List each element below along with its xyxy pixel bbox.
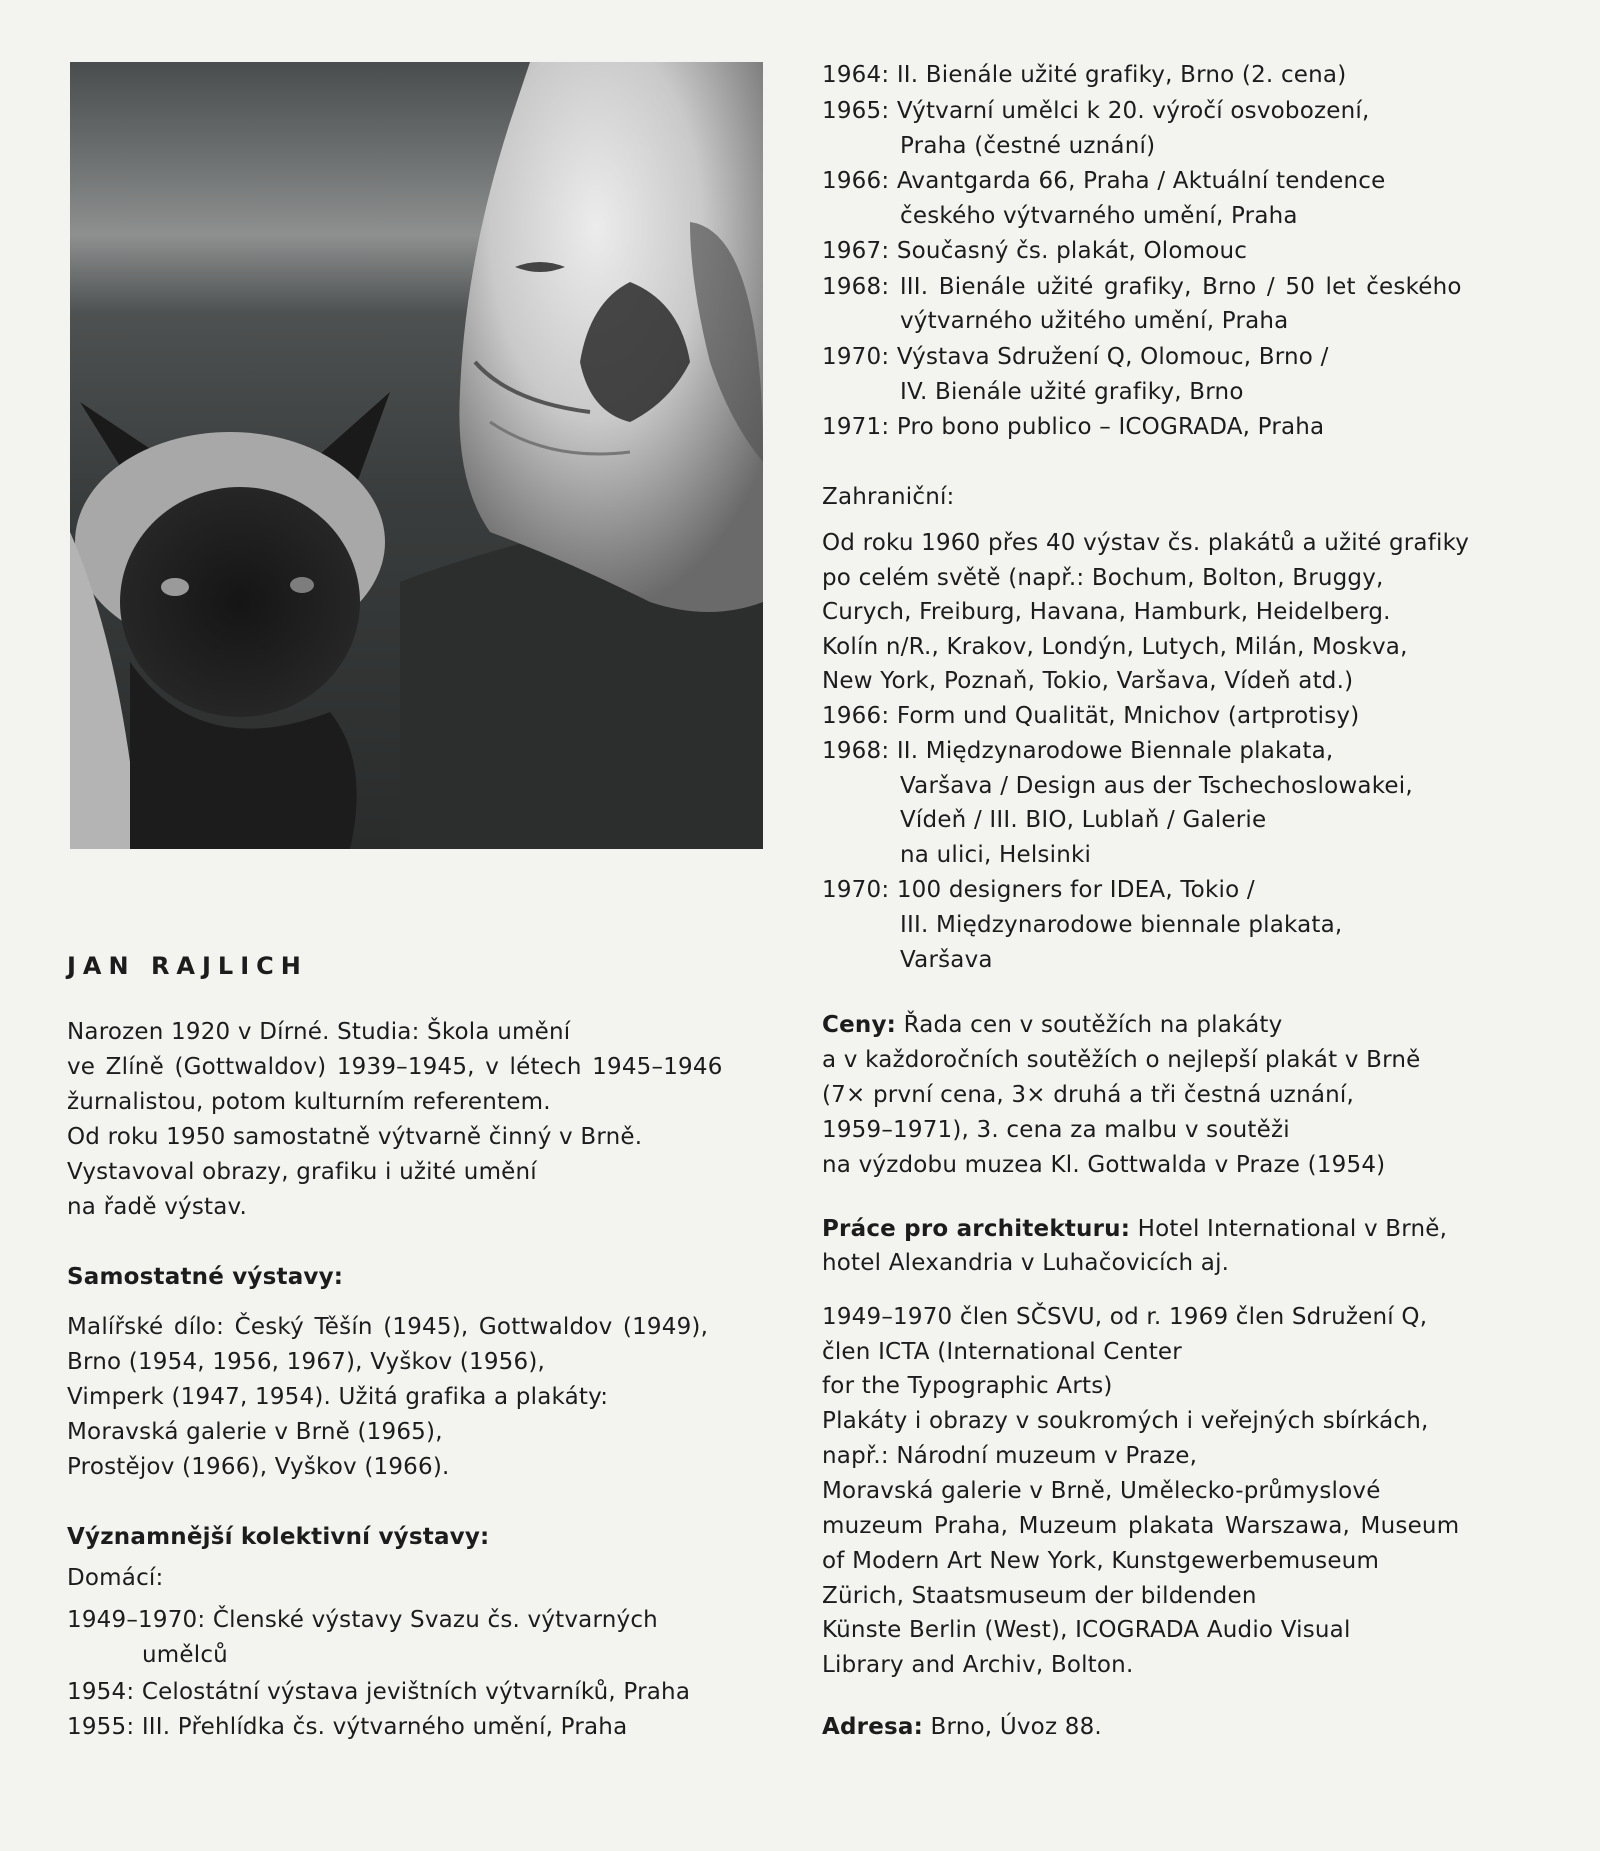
- address-line: [822, 1712, 1102, 1742]
- entry-text: III. Přehlídka čs. výtvarného umění, Praha: [141, 1714, 628, 1740]
- awards-line: (7× první cena, 3× druhá a tři čestná uznání,: [822, 1082, 1355, 1108]
- entry-text: II. Międzynarodowe Biennale plakata,: [896, 738, 1334, 764]
- exhibition-entry: [67, 1605, 658, 1635]
- entry-year: 1964:: [822, 62, 890, 88]
- entry-year: 1966:: [822, 703, 890, 729]
- membership-line: Zürich, Staatsmuseum der bildenden: [822, 1583, 1257, 1609]
- entry-text-continued: Varšava / Design aus der Tschechoslowakei,: [900, 773, 1413, 799]
- collective-exhibitions-heading: Významnější kolektivní výstavy:: [67, 1524, 490, 1550]
- entry-text: Výtvarní umělci k 20. výročí osvobození,: [896, 98, 1370, 124]
- solo-line: Brno (1954, 1956, 1967), Vyškov (1956),: [67, 1349, 545, 1375]
- bio-line: ve Zlíně (Gottwaldov) 1939–1945, v létech 1945–1946: [67, 1054, 723, 1080]
- entry-text-continued: umělců: [142, 1642, 228, 1668]
- awards-line: a v každoročních soutěžích o nejlepší plakát v Brně: [822, 1047, 1421, 1073]
- entry-text: 100 designers for IDEA, Tokio /: [896, 877, 1255, 903]
- entry-text: Členské výstavy Svazu čs. výtvarných: [212, 1607, 658, 1633]
- foreign-intro-line: po celém světě (např.: Bochum, Bolton, Bruggy,: [822, 565, 1384, 591]
- solo-line: Prostějov (1966), Vyškov (1966).: [67, 1454, 450, 1480]
- entry-text: Současný čs. plakát, Olomouc: [896, 238, 1248, 264]
- exhibition-entry: [822, 272, 1462, 302]
- entry-text: Výstava Sdružení Q, Olomouc, Brno /: [896, 344, 1329, 370]
- exhibition-entry: [822, 60, 1346, 90]
- foreign-intro-line: Od roku 1960 přes 40 výstav čs. plakátů a užité grafiky: [822, 530, 1470, 556]
- awards-label: Ceny:: [822, 1012, 897, 1038]
- exhibition-entry: [822, 701, 1359, 731]
- portrait-photo: [70, 62, 763, 849]
- bio-line: žurnalistou, potom kulturním referentem.: [67, 1089, 551, 1115]
- entry-text: Avantgarda 66, Praha / Aktuální tendence: [896, 168, 1386, 194]
- membership-line: muzeum Praha, Muzeum plakata Warszawa, Museum: [822, 1513, 1460, 1539]
- entry-text: III. Bienále užité grafiky, Brno / 50 let českého: [899, 274, 1462, 300]
- membership-line: for the Typographic Arts): [822, 1373, 1113, 1399]
- entry-year: 1949–1970:: [67, 1607, 206, 1633]
- entry-text: Celostátní výstava jevištních výtvarníků, Praha: [141, 1679, 691, 1705]
- entry-year: 1955:: [67, 1714, 135, 1740]
- bio-line: na řadě výstav.: [67, 1194, 248, 1220]
- exhibition-entry: [67, 1712, 627, 1742]
- entry-year: 1970:: [822, 344, 890, 370]
- architecture-line: hotel Alexandria v Luhačovicích aj.: [822, 1250, 1230, 1276]
- address-value: Brno, Úvoz 88.: [930, 1714, 1102, 1740]
- foreign-intro-line: Curych, Freiburg, Havana, Hamburk, Heidelberg.: [822, 599, 1391, 625]
- solo-exhibitions-heading: Samostatné výstavy:: [67, 1264, 344, 1290]
- architecture-line: [822, 1214, 1447, 1244]
- exhibition-entry: [822, 342, 1329, 372]
- awards-line: 1959–1971), 3. cena za malbu v soutěži: [822, 1117, 1290, 1143]
- entry-year: 1954:: [67, 1679, 135, 1705]
- domestic-label: Domácí:: [67, 1565, 164, 1591]
- entry-text-continued: Vídeň / III. BIO, Lublaň / Galerie: [900, 807, 1267, 833]
- membership-line: člen ICTA (International Center: [822, 1339, 1182, 1365]
- entry-text-continued: Varšava: [900, 947, 993, 973]
- exhibition-entry: [822, 736, 1333, 766]
- solo-line: Moravská galerie v Brně (1965),: [67, 1419, 443, 1445]
- membership-line: např.: Národní muzeum v Praze,: [822, 1443, 1198, 1469]
- entry-text: Form und Qualität, Mnichov (artprotisy): [896, 703, 1360, 729]
- architecture-label: Práce pro architekturu:: [822, 1216, 1131, 1242]
- membership-line: Moravská galerie v Brně, Umělecko-průmyslové: [822, 1478, 1381, 1504]
- artist-name: JAN RAJLICH: [67, 952, 308, 980]
- entry-text-continued: výtvarného užitého umění, Praha: [900, 308, 1289, 334]
- exhibition-entry: [822, 875, 1255, 905]
- foreign-label: Zahraniční:: [822, 484, 955, 510]
- bio-line: Vystavoval obrazy, grafiku i užité umění: [67, 1159, 537, 1185]
- awards-line: na výzdobu muzea Kl. Gottwalda v Praze (1954): [822, 1152, 1386, 1178]
- bio-line: Narozen 1920 v Dírné. Studia: Škola umění: [67, 1019, 571, 1045]
- entry-year: 1970:: [822, 877, 890, 903]
- membership-line: Künste Berlin (West), ICOGRADA Audio Visual: [822, 1617, 1351, 1643]
- exhibition-entry: [822, 96, 1369, 126]
- architecture-text: Hotel International v Brně,: [1137, 1216, 1448, 1242]
- awards-text: Řada cen v soutěžích na plakáty: [903, 1012, 1283, 1038]
- entry-year: 1971:: [822, 414, 890, 440]
- portrait-photo-illustration: [70, 62, 763, 849]
- membership-line: 1949–1970 člen SČSVU, od r. 1969 člen Sdružení Q,: [822, 1304, 1428, 1330]
- solo-line: Vimperk (1947, 1954). Užitá grafika a plakáty:: [67, 1384, 609, 1410]
- entry-year: 1968:: [822, 738, 890, 764]
- entry-text-continued: III. Międzynarodowe biennale plakata,: [900, 912, 1343, 938]
- solo-line: Malířské dílo: Český Těšín (1945), Gottwaldov (1949),: [67, 1314, 709, 1340]
- exhibition-entry: [822, 412, 1324, 442]
- bio-line: Od roku 1950 samostatně výtvarně činný v Brně.: [67, 1124, 643, 1150]
- exhibition-entry: [67, 1677, 690, 1707]
- entry-text-continued: IV. Bienále užité grafiky, Brno: [900, 379, 1244, 405]
- foreign-intro-line: Kolín n/R., Krakov, Londýn, Lutych, Milán, Moskva,: [822, 634, 1408, 660]
- entry-year: 1968:: [822, 274, 890, 300]
- address-label: Adresa:: [822, 1714, 924, 1740]
- exhibition-entry: [822, 166, 1385, 196]
- entry-text-continued: na ulici, Helsinki: [900, 842, 1092, 868]
- entry-text-continued: českého výtvarného umění, Praha: [900, 203, 1298, 229]
- membership-line: Library and Archiv, Bolton.: [822, 1652, 1134, 1678]
- entry-text-continued: Praha (čestné uznání): [900, 133, 1156, 159]
- exhibition-entry: [822, 236, 1247, 266]
- entry-year: 1967:: [822, 238, 890, 264]
- foreign-intro-line: New York, Poznaň, Tokio, Varšava, Vídeň atd.): [822, 668, 1354, 694]
- membership-line: Plakáty i obrazy v soukromých i veřejných sbírkách,: [822, 1408, 1429, 1434]
- awards-line: [822, 1010, 1282, 1040]
- entry-year: 1966:: [822, 168, 890, 194]
- entry-text: Pro bono publico – ICOGRADA, Praha: [896, 414, 1325, 440]
- entry-year: 1965:: [822, 98, 890, 124]
- membership-line: of Modern Art New York, Kunstgewerbemuseum: [822, 1548, 1380, 1574]
- entry-text: II. Bienále užité grafiky, Brno (2. cena): [896, 62, 1347, 88]
